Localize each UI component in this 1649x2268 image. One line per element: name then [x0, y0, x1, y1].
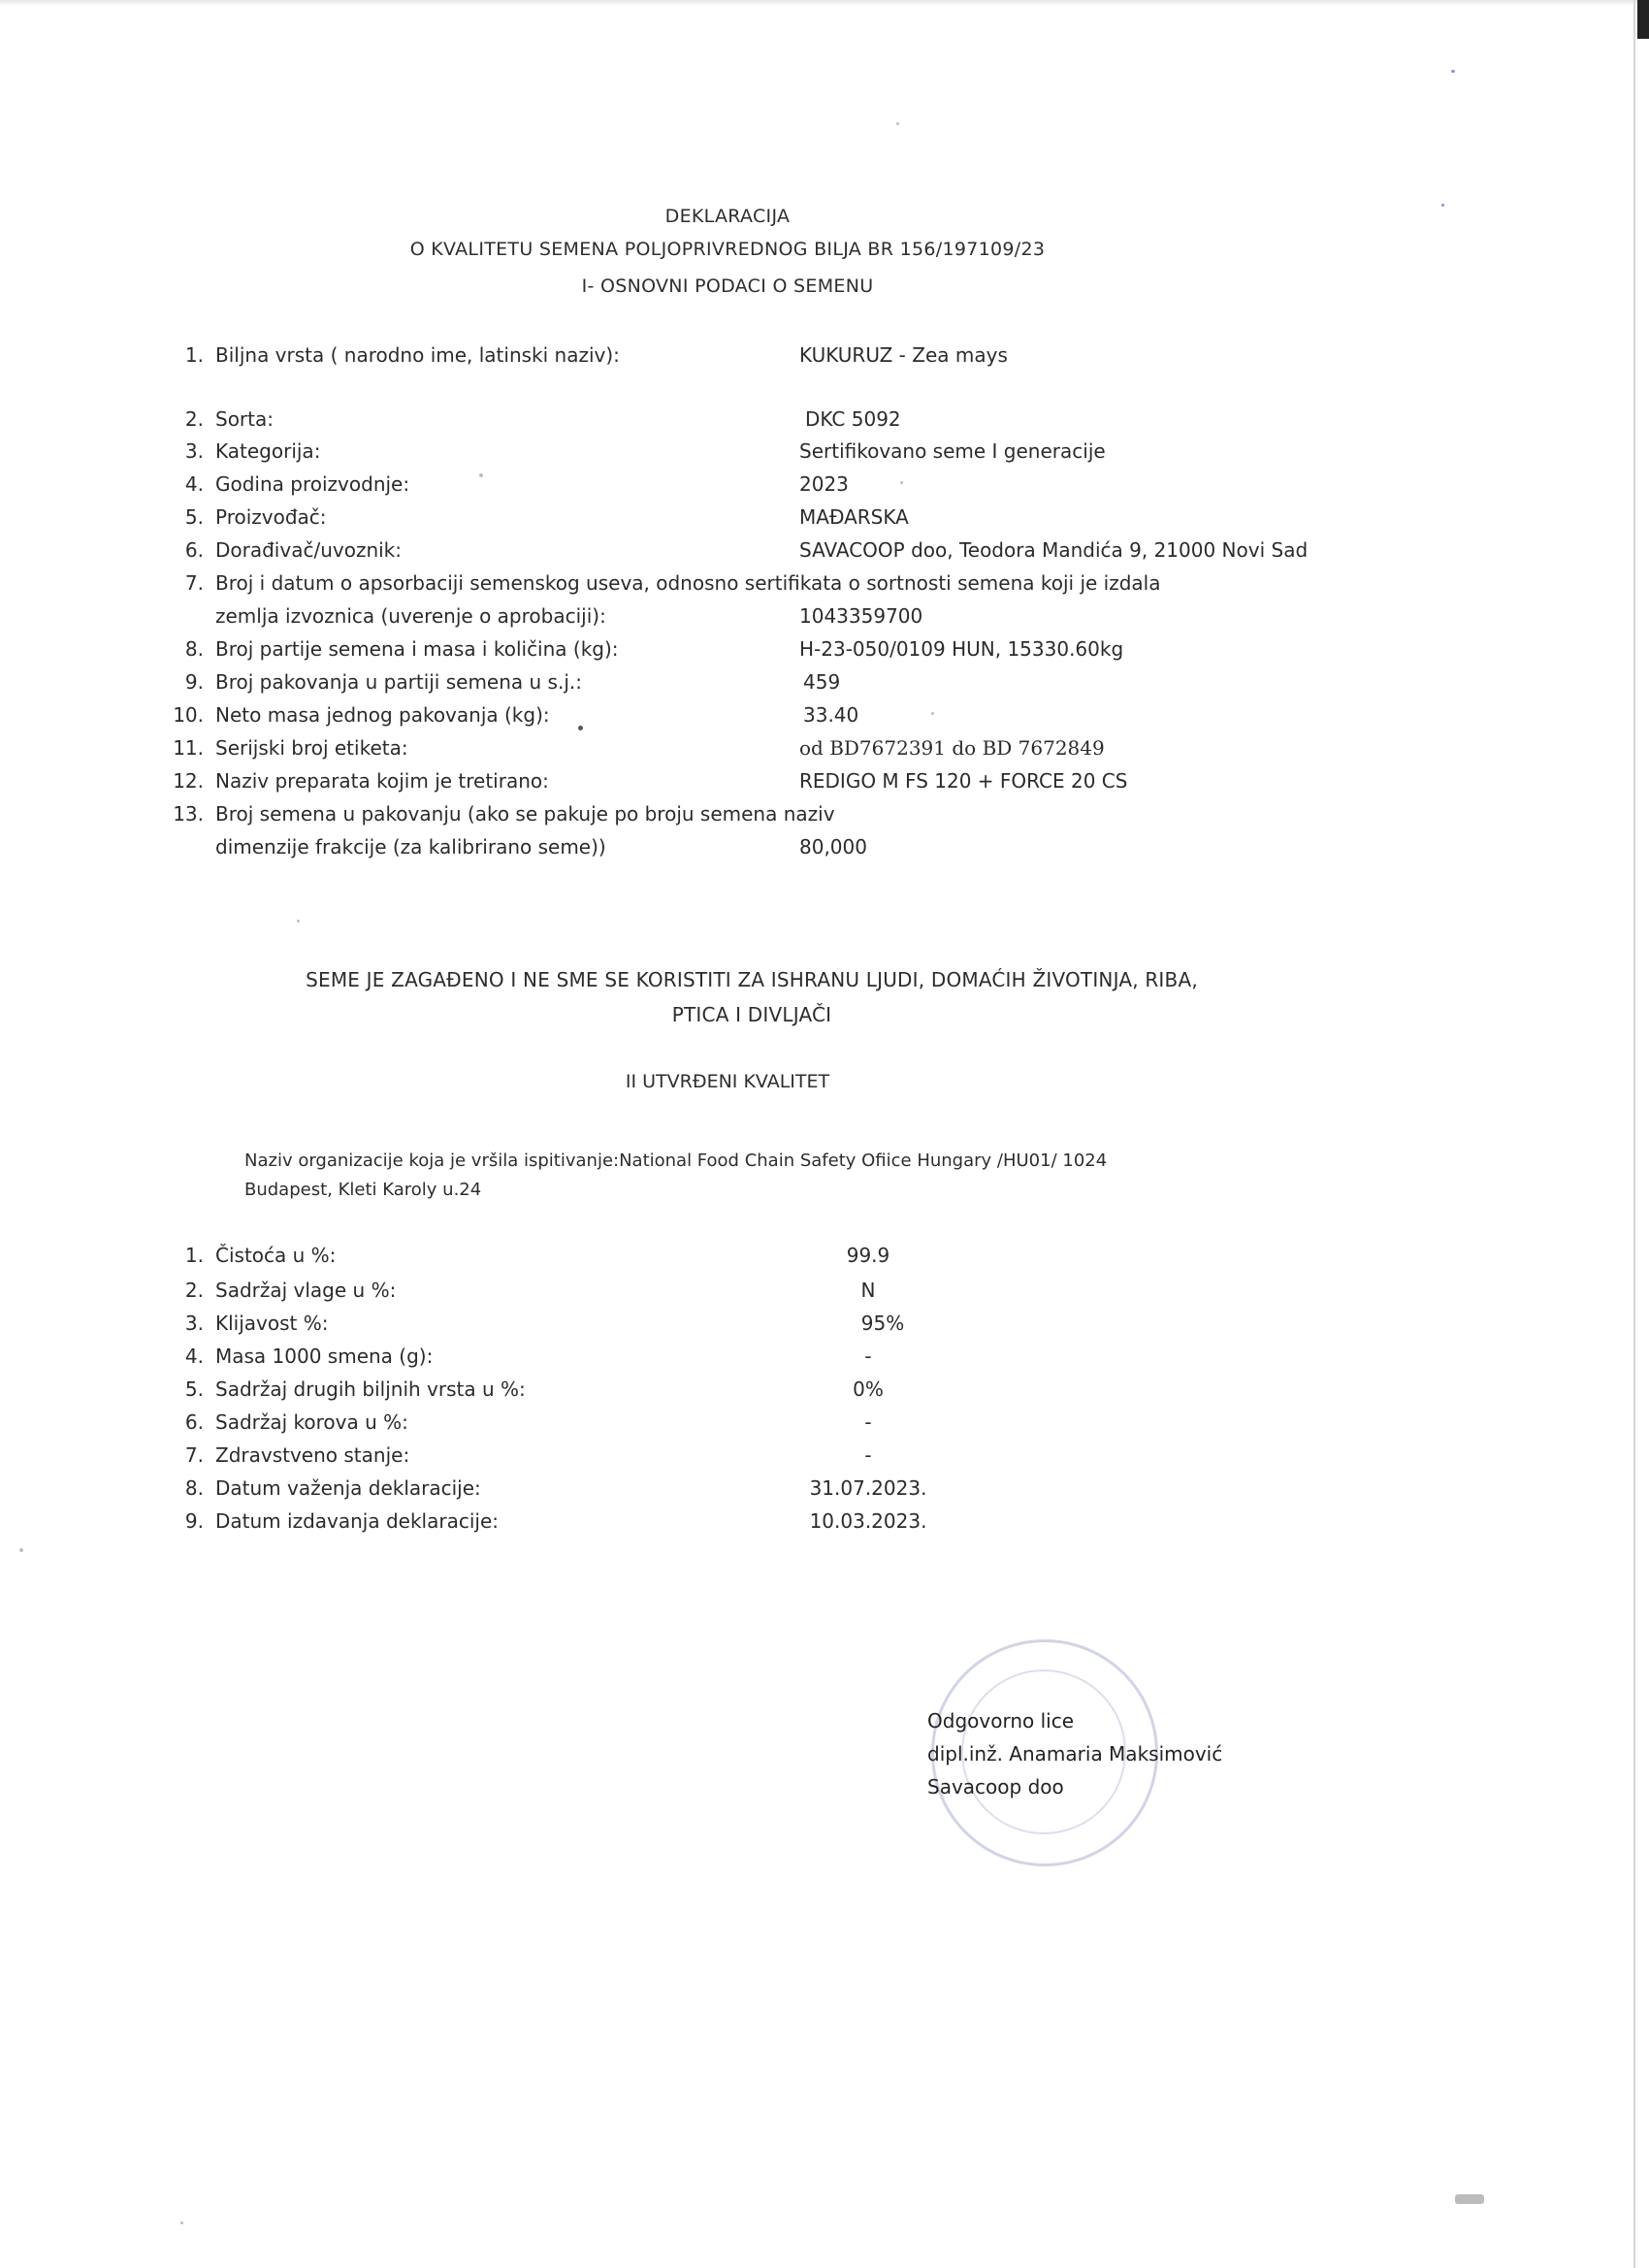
row-number: 7.: [184, 1443, 204, 1467]
row-label: Sadržaj vlage u %:: [215, 1279, 397, 1302]
quality-row: [0, 1509, 1552, 1540]
row-number: 6.: [184, 1410, 204, 1434]
contamination-warning-cont: PTICA I DIVLJAČI: [671, 1003, 832, 1026]
row-value: N: [860, 1279, 876, 1302]
quality-row: [0, 1410, 1552, 1442]
basic-row-continuation: [0, 835, 1552, 866]
document-title: DEKLARACIJA: [664, 206, 791, 227]
row-number: 1.: [184, 1244, 204, 1267]
basic-row: [0, 571, 1552, 602]
scan-right-edge: [1633, 0, 1635, 2268]
basic-row: [0, 769, 1552, 800]
scan-speck: [479, 473, 483, 477]
row-number: 8.: [184, 637, 204, 661]
row-label: Datum važenja deklaracije:: [215, 1476, 481, 1500]
scan-speck: [931, 712, 934, 715]
basic-row: [0, 637, 1552, 668]
row-value: -: [864, 1345, 872, 1368]
row-value: 0%: [853, 1377, 884, 1401]
quality-row: [0, 1279, 1552, 1310]
document-subtitle: O KVALITETU SEMENA POLJOPRIVREDNOG BILJA BR 156/197109/23: [409, 239, 1046, 260]
row-label: Čistoća u %:: [215, 1244, 337, 1267]
row-number: 11.: [173, 736, 204, 760]
row-value: 95%: [860, 1312, 905, 1335]
scan-top-edge: [0, 0, 1649, 6]
row-number: 12.: [173, 769, 204, 793]
row-number: 4.: [184, 1345, 204, 1368]
row-value: KUKURUZ - Zea mays: [799, 343, 1008, 367]
testing-organization: Naziv organizacije koja je vršila ispitivanje:National Food Chain Safety Ofiice Hungary /HU01/ 1024: [244, 1150, 1108, 1171]
row-value: -: [864, 1410, 872, 1434]
row-label: Klijavost %:: [215, 1312, 329, 1335]
row-label: Broj i datum o apsorbaciji semenskog useva, odnosno sertifikata o sortnosti semena koji je izdala: [215, 571, 1161, 595]
quality-row: [0, 1244, 1552, 1275]
row-value: 459: [803, 670, 841, 694]
row-number: 2.: [184, 1279, 204, 1302]
row-value: 99.9: [846, 1244, 890, 1267]
basic-row: [0, 407, 1552, 438]
responsible-person-title: Odgovorno lice: [927, 1709, 1074, 1733]
row-label: zemlja izvoznica (uverenje o aprobaciji):: [215, 604, 606, 628]
row-number: 3.: [184, 1312, 204, 1335]
basic-row-continuation: [0, 604, 1552, 635]
scan-speck: [896, 122, 899, 125]
basic-row: [0, 736, 1552, 767]
row-value: 31.07.2023.: [809, 1476, 927, 1500]
row-label: Neto masa jednog pakovanja (kg):: [215, 703, 550, 727]
row-value: od BD7672391 do BD 7672849: [799, 736, 1105, 760]
row-number: 7.: [184, 571, 204, 595]
row-value: 33.40: [803, 703, 859, 727]
basic-row: [0, 439, 1552, 470]
row-label: Biljna vrsta ( narodno ime, latinski naziv):: [215, 343, 620, 367]
basic-row: [0, 703, 1552, 734]
row-number: 2.: [184, 407, 204, 431]
row-label: Sorta:: [215, 407, 274, 431]
row-value: 1043359700: [799, 604, 923, 628]
row-label: Broj semena u pakovanju (ako se pakuje po broju semena naziv: [215, 802, 835, 826]
row-number: 13.: [173, 802, 204, 826]
row-number: 5.: [184, 1377, 204, 1401]
row-number: 6.: [184, 538, 204, 562]
quality-row: [0, 1312, 1552, 1343]
contamination-warning: SEME JE ZAGAĐENO I NE SME SE KORISTITI ZA ISHRANU LJUDI, DOMAĆIH ŽIVOTINJA, RIBA,: [306, 968, 1198, 991]
row-label: Sadržaj drugih biljnih vrsta u %:: [215, 1377, 526, 1401]
row-value: DKC 5092: [805, 407, 901, 431]
basic-row: [0, 538, 1552, 569]
row-value: Sertifikovano seme I generacije: [799, 439, 1106, 463]
row-label: Masa 1000 smena (g):: [215, 1345, 434, 1368]
row-label: Godina proizvodnje:: [215, 472, 410, 496]
scan-speck: [180, 2221, 183, 2224]
basic-row: [0, 505, 1552, 536]
quality-row: [0, 1345, 1552, 1376]
basic-row: [0, 670, 1552, 701]
row-label: Broj pakovanja u partiji semena u s.j.:: [215, 670, 582, 694]
scan-speck: [578, 726, 583, 730]
testing-organization-address: Budapest, Kleti Karoly u.24: [244, 1180, 482, 1200]
scan-speck: [900, 481, 903, 484]
row-value: MAĐARSKA: [799, 505, 909, 529]
row-value: H-23-050/0109 HUN, 15330.60kg: [799, 637, 1124, 661]
scan-corner-mark: [1637, 0, 1649, 39]
scan-speck: [297, 920, 300, 923]
row-number: 10.: [173, 703, 204, 727]
row-number: 1.: [184, 343, 204, 367]
quality-row: [0, 1443, 1552, 1474]
row-value: 2023: [799, 472, 849, 496]
row-label: Serijski broj etiketa:: [215, 736, 408, 760]
scan-speck: [19, 1548, 23, 1552]
row-label: dimenzije frakcije (za kalibrirano seme)): [215, 835, 606, 859]
row-label: Dorađivač/uvoznik:: [215, 538, 402, 562]
row-number: 9.: [184, 670, 204, 694]
row-value: 80,000: [799, 835, 867, 859]
row-value: SAVACOOP doo, Teodora Mandića 9, 21000 Novi Sad: [799, 538, 1309, 562]
quality-row: [0, 1377, 1552, 1409]
row-number: 3.: [184, 439, 204, 463]
scan-speck: [1451, 70, 1455, 73]
row-label: Proizvođač:: [215, 505, 327, 529]
scan-speck: [1441, 204, 1444, 207]
row-number: 9.: [184, 1509, 204, 1533]
row-number: 8.: [184, 1476, 204, 1500]
quality-row: [0, 1476, 1552, 1507]
scan-smudge: [1455, 2194, 1484, 2204]
row-label: Sadržaj korova u %:: [215, 1410, 408, 1434]
row-number: 5.: [184, 505, 204, 529]
section-1-title: I- OSNOVNI PODACI O SEMENU: [581, 275, 874, 297]
row-value: REDIGO M FS 120 + FORCE 20 CS: [799, 769, 1128, 793]
company-name: Savacoop doo: [927, 1775, 1064, 1798]
row-label: Datum izdavanja deklaracije:: [215, 1509, 499, 1533]
basic-row: [0, 802, 1552, 833]
row-value: -: [864, 1443, 872, 1467]
basic-row: [0, 472, 1552, 503]
row-value: 10.03.2023.: [809, 1509, 927, 1533]
responsible-person-name: dipl.inž. Anamaria Maksimović: [927, 1742, 1223, 1766]
section-2-title: II UTVRĐENI KVALITET: [625, 1071, 830, 1092]
basic-row: [0, 343, 1552, 374]
row-label: Naziv preparata kojim je tretirano:: [215, 769, 549, 793]
row-label: Kategorija:: [215, 439, 321, 463]
row-number: 4.: [184, 472, 204, 496]
row-label: Zdravstveno stanje:: [215, 1443, 410, 1467]
row-label: Broj partije semena i masa i količina (kg):: [215, 637, 619, 661]
